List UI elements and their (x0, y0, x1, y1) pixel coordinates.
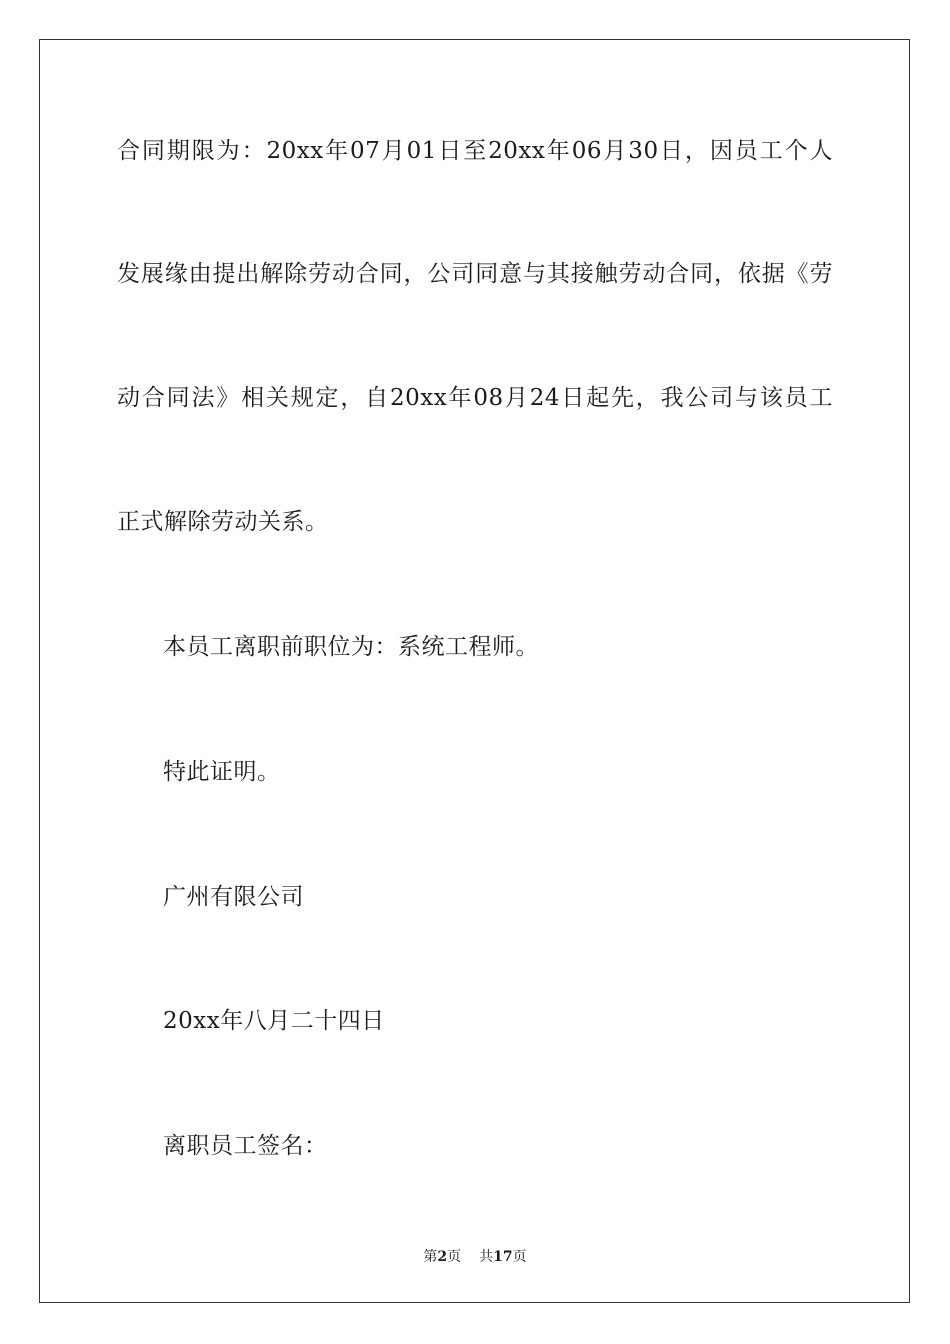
total-pages: 17 (493, 1249, 513, 1265)
page-suffix: 页 (447, 1249, 462, 1265)
total-prefix: 共 (479, 1249, 494, 1265)
paragraph-line-2: 发展缘由提出解除劳动合同，公司同意与其接触劳动合同，依据《劳 (117, 261, 833, 287)
page-prefix: 第 (423, 1249, 438, 1265)
signature-label: 离职员工签名： (163, 1133, 328, 1159)
paragraph-line-1: 合同期限为：20xx年07月01日至20xx年06月30日，因员工个人 (117, 138, 833, 164)
company-name: 广州有限公司 (163, 884, 304, 910)
page-border (39, 39, 910, 1303)
paragraph-line-4: 正式解除劳动关系。 (117, 509, 329, 535)
certify-line: 特此证明。 (163, 759, 281, 785)
position-line: 本员工离职前职位为：系统工程师。 (163, 634, 539, 660)
paragraph-line-3: 动合同法》相关规定，自20xx年08月24日起先，我公司与该员工 (117, 385, 833, 411)
page-number: 2 (437, 1249, 448, 1265)
issue-date: 20xx年八月二十四日 (163, 1008, 385, 1034)
total-suffix: 页 (512, 1249, 527, 1265)
page-footer (0, 1248, 950, 1266)
